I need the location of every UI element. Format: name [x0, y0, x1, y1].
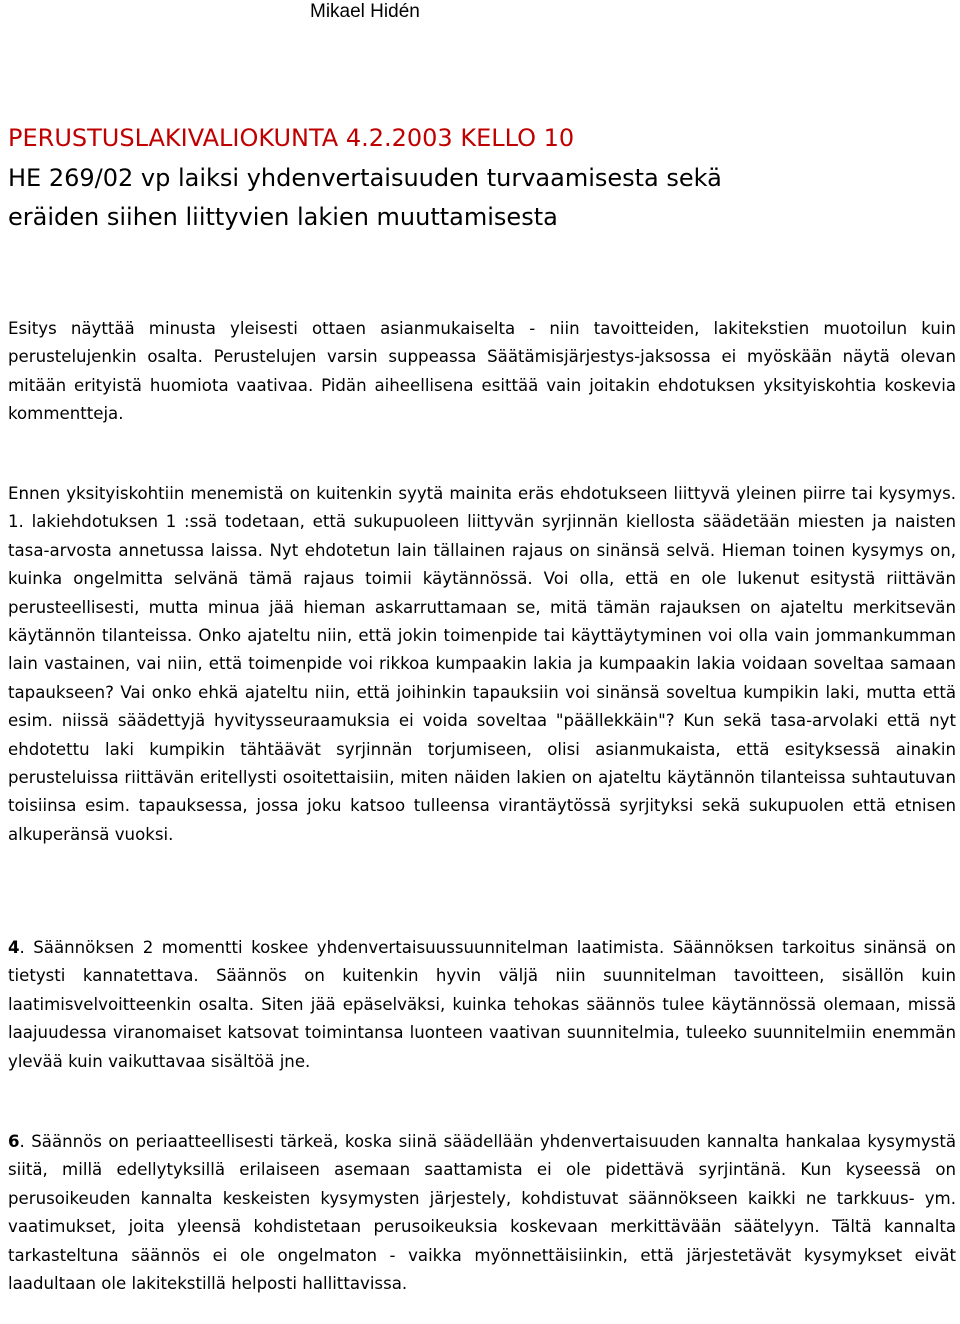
- paragraph-section-6: [8, 1128, 956, 1298]
- author-name: Mikael Hidén: [310, 1, 420, 22]
- section-number: 6: [8, 1132, 20, 1151]
- document-heading: [8, 118, 953, 236]
- section-6-text: . Säännös on periaatteellisesti tärkeä, koska siinä säädellään yhdenvertaisuuden kannalta hankalaa kysymystä siitä, millä edellytyksillä erilaiseen asemaan saattamista ei ole pidettävä syrjintänä. Kun kyseessä on perusoikeuden kannalta keskeisten kysymysten järjestely, kohdistuvat säännökseen kaikki ne tarkkuus- ym. vaatimukset, joita yleensä kohdistetaan perusoikeuksia koskevaan merkittävään säätelyyn. Tältä kannalta tarkasteltuna säännös ei ole ongelmaton - vaikka myönnettäisiinkin, että järjestetävät kysymykset eivät laadultaan ole lakitekstillä helposti hallittavissa.: [8, 1132, 956, 1294]
- paragraph-section-4: [8, 934, 956, 1076]
- section-4-text: . Säännöksen 2 momentti koskee yhdenvertaisuussuunnitelman laatimista. Säännöksen tarkoitus sinänsä on tietysti kannatettava. Säännös on kuitenkin hyvin väljä niin suunnitelman tavoitteen, sisällön kuin laatimisvelvoitteenkin osalta. Siten jää epäselväksi, kuinka tehokas säännös tulee käytännössä olemaan, missä laajuudessa viranomaiset katsovat toimintansa luonteen vaativan suunnitelmia, tuleeko suunnitelmiin enemmän ylevää kuin vaikuttavaa sisältöä jne.: [8, 938, 956, 1071]
- paragraph-scope-question: Ennen yksityiskohtiin menemistä on kuitenkin syytä mainita eräs ehdotukseen liittyvä yleinen piirre tai kysymys. 1. lakiehdotuksen 1 :ssä todetaan, että sukupuoleen liittyvän syrjinnän kiellosta säädetään miesten ja naisten tasa-arvosta annetussa laissa. Nyt ehdotetun lain tällainen rajaus on sinänsä selvä. Hieman toinen kysymys on, kuinka ongelmitta selvänä tämä rajaus toimii käytännössä. Voi olla, että en ole lukenut esitystä riittävän perusteellisesti, mutta minua jää hieman askarruttamaan se, mitä tämän rajauksen on ajateltu merkitsevän käytännön tilanteissa. Onko ajateltu niin, että jokin toimenpide tai käyttäytyminen voi olla vain jommankumman lain vastainen, vai niin, että toimenpide voi rikkoa kumpaakin lakia ja kumpaakin lakia voidaan soveltaa samaan tapaukseen? Vai onko ehkä ajateltu niin, että joihinkin tapauksiin voi sinänsä soveltua kumpikin laki, mutta että esim. niissä säädettyjä hyvitysseuraamuksia ei voida soveltaa "päällekkäin"? Kun sekä tasa-arvolaki että nyt ehdotettu laki kumpikin tähtäävät syrjinnän torjumiseen, olisi asianmukaista, että esityksessä ainakin perusteluissa riittävän eritellysti osoitettaisiin, miten näiden lakien on ajateltu käytännön tilanteissa suhtautuvan toisiinsa esim. tapauksessa, jossa joku katsoo tulleensa virantäytössä syrjityksi sekä sukupuolen että etnisen alkuperänsä vuoksi.: [8, 484, 956, 844]
- committee-session-title: PERUSTUSLAKIVALIOKUNTA 4.2.2003 KELLO 10: [8, 124, 575, 152]
- paragraph-general-assessment: Esitys näyttää minusta yleisesti ottaen asianmukaiselta - niin tavoitteiden, lakitekstien muotoilun kuin perustelujenkin osalta. Perustelujen varsin suppeassa Säätämisjärjestys-jaksossa ei myöskään näytä olevan mitään erityistä huomiota vaativaa. Pidän aiheellisena esittää vain joitakin ehdotuksen yksityiskohtia koskevia kommentteja.: [8, 319, 956, 424]
- bill-title-line-1: HE 269/02 vp laiksi yhdenvertaisuuden turvaamisesta sekä: [8, 164, 722, 192]
- bill-title-line-2: eräiden siihen liittyvien lakien muuttamisesta: [8, 203, 558, 231]
- section-number: 4: [8, 938, 20, 957]
